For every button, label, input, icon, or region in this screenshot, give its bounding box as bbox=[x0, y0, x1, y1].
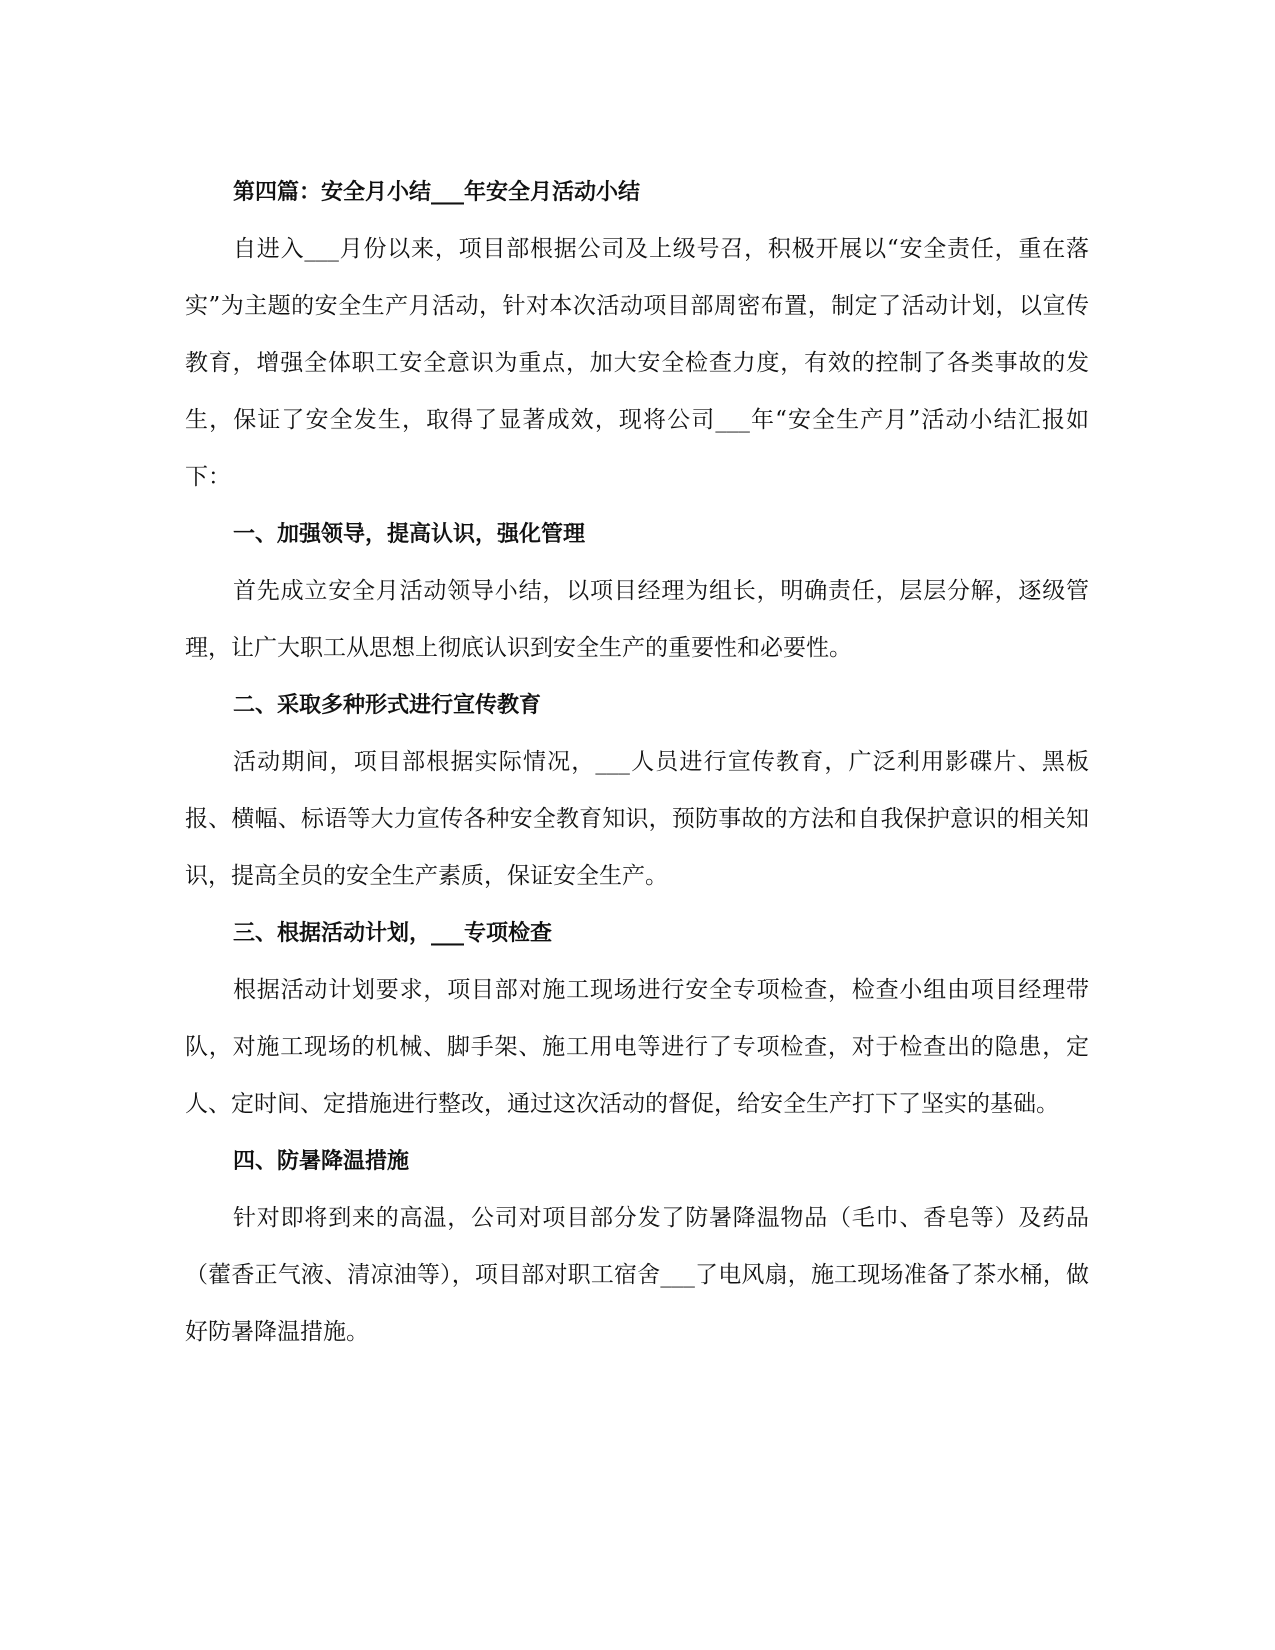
section-heading-4: 四、防暑降温措施 bbox=[233, 1149, 410, 1174]
section-body-4: 针对即将到来的高温，公司对项目部分发了防暑降温物品（毛巾、香皂等）及药品（藿香正气液、清凉油等），项目部对职工宿舍___了电风扇，施工现场准备了茶水桶，做好防暑降温措施。 bbox=[185, 1205, 1089, 1345]
document-body bbox=[185, 164, 1089, 1361]
section-heading-2: 二、采取多种形式进行宣传教育 bbox=[233, 693, 542, 718]
section-body-3: 根据活动计划要求，项目部对施工现场进行安全专项检查，检查小组由项目经理带队，对施工现场的机械、脚手架、施工用电等进行了专项检查，对于检查出的隐患，定人、定时间、定措施进行整改，通过这次活动的督促，给安全生产打下了坚实的基础。 bbox=[185, 977, 1089, 1117]
section-body-2: 活动期间，项目部根据实际情况，___人员进行宣传教育，广泛利用影碟片、黑板报、横幅、标语等大力宣传各种安全教育知识，预防事故的方法和自我保护意识的相关知识，提高全员的安全生产素质，保证安全生产。 bbox=[185, 749, 1089, 889]
section-heading-3: 三、根据活动计划，___专项检查 bbox=[233, 921, 553, 946]
document-title: 第四篇：安全月小结___年安全月活动小结 bbox=[233, 180, 641, 205]
section-body-1: 首先成立安全月活动领导小结，以项目经理为组长，明确责任，层层分解，逐级管理，让广大职工从思想上彻底认识到安全生产的重要性和必要性。 bbox=[185, 578, 1089, 661]
section-heading-1: 一、加强领导，提高认识，强化管理 bbox=[233, 522, 586, 547]
intro-paragraph: 自进入___月份以来，项目部根据公司及上级号召，积极开展以“安全责任，重在落实”为主题的安全生产月活动，针对本次活动项目部周密布置，制定了活动计划，以宣传教育，增强全体职工安全意识为重点，加大安全检查力度，有效的控制了各类事故的发生，保证了安全发生，取得了显著成效，现将公司___年“安全生产月”活动小结汇报如下： bbox=[185, 236, 1089, 490]
